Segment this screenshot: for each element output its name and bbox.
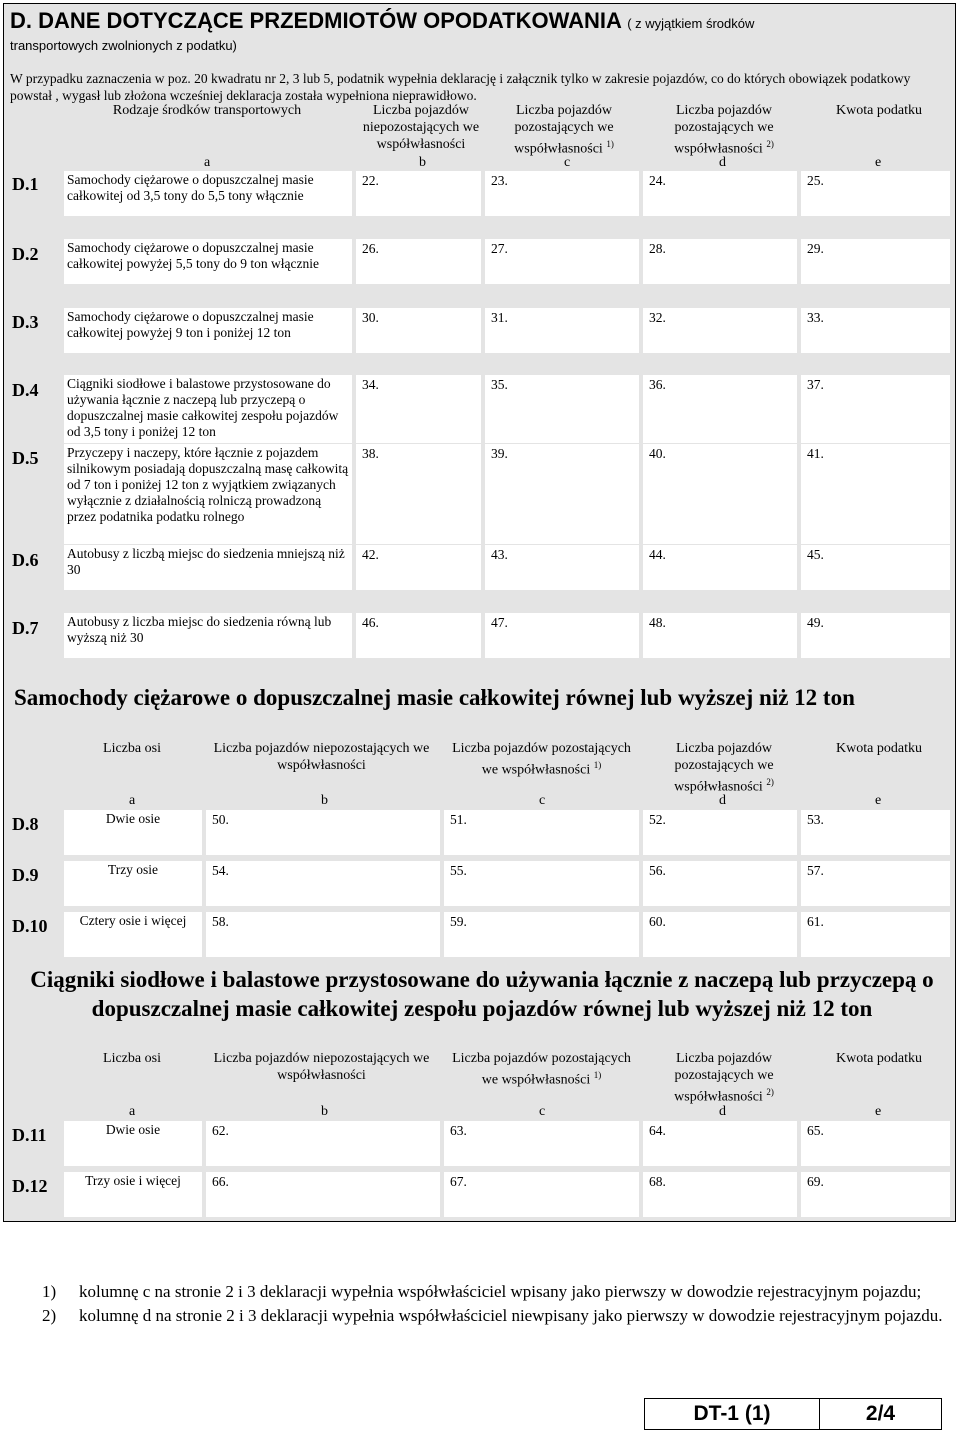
t3-letter-d: d xyxy=(719,1104,726,1119)
row-description: Samochody ciężarowe o dopuszczalnej masie całkowitej od 3,5 tony do 5,5 tony włącznie xyxy=(64,171,352,216)
t3-header-c: Liczba pojazdów pozostających we współwłasności $^{1)}$ xyxy=(452,1051,631,1088)
t3-header-b: Liczba pojazdów niepozostających we współwłasności xyxy=(213,1051,430,1083)
row-id: D.12 xyxy=(12,1176,48,1196)
row-id: D.11 xyxy=(12,1125,47,1145)
section-subtitle-b: transportowych zwolnionych z podatku) xyxy=(10,38,237,53)
row-id: D.9 xyxy=(12,865,39,885)
row-id: D.8 xyxy=(12,814,39,834)
field-69[interactable]: 69. xyxy=(801,1172,950,1217)
field-29[interactable]: 29. xyxy=(801,239,950,284)
page-number: 2/4 xyxy=(865,1402,896,1425)
footnote-number: 2) xyxy=(42,1306,57,1325)
field-37[interactable]: 37. xyxy=(801,375,950,443)
t1-header-d: Liczba pojazdów pozostających we współwłasności $^{2)}$ xyxy=(674,103,774,157)
t2-letter-d: d xyxy=(719,793,726,808)
row-description: Przyczepy i naczepy, które łącznie z pojazdem silnikowym posiadają dopuszczalną masę całkowitą od 7 ton i poniżej 12 ton z wyjątkiem związanych wyłącznie z działalnością rolniczą prowadzoną przez podatnika podatku rolnego xyxy=(64,444,352,544)
field-40[interactable]: 40. xyxy=(643,444,797,544)
row-description: Trzy osie xyxy=(64,861,202,906)
footnote xyxy=(42,1304,948,1328)
row-id: D.1 xyxy=(12,174,39,194)
t2-letter-a: a xyxy=(129,793,136,808)
form-footer xyxy=(644,1398,942,1430)
t2-header-b: Liczba pojazdów niepozostających we współwłasności xyxy=(213,741,430,773)
t1-header-a: Rodzaje środków transportowych xyxy=(112,103,302,118)
field-45[interactable]: 45. xyxy=(801,545,950,590)
field-61[interactable]: 61. xyxy=(801,912,950,957)
field-65[interactable]: 65. xyxy=(801,1121,950,1166)
field-51[interactable]: 51. xyxy=(444,810,639,855)
row-description: Samochody ciężarowe o dopuszczalnej masie całkowitej powyżej 5,5 tony do 9 ton włącznie xyxy=(64,239,352,284)
field-23[interactable]: 23. xyxy=(485,171,639,216)
row-description: Samochody ciężarowe o dopuszczalnej masie całkowitej powyżej 9 ton i poniżej 12 ton xyxy=(64,308,352,353)
t3-letter-c: c xyxy=(539,1104,546,1119)
t1-letter-a: a xyxy=(204,155,211,170)
field-44[interactable]: 44. xyxy=(643,545,797,590)
section-subtitle-a: ( z wyjątkiem środków xyxy=(627,16,755,31)
field-56[interactable]: 56. xyxy=(643,861,797,906)
row-description: Trzy osie i więcej xyxy=(64,1172,202,1217)
field-49[interactable]: 49. xyxy=(801,613,950,658)
t1-letter-c: c xyxy=(564,155,571,170)
t2-letter-b: b xyxy=(321,793,328,808)
field-33[interactable]: 33. xyxy=(801,308,950,353)
t1-letter-d: d xyxy=(719,155,726,170)
field-31[interactable]: 31. xyxy=(485,308,639,353)
row-id: D.4 xyxy=(12,380,39,400)
t1-header-b: Liczba pojazdów niepozostających we współwłasności xyxy=(362,103,480,152)
t2-letter-e: e xyxy=(875,793,882,808)
field-34[interactable]: 34. xyxy=(356,375,481,443)
field-62[interactable]: 62. xyxy=(206,1121,440,1166)
row-description: Autobusy z liczba miejsc do siedzenia równą lub wyższą niż 30 xyxy=(64,613,352,658)
t2-header-d: Liczba pojazdów pozostających we współwłasności $^{2)}$ xyxy=(674,741,774,795)
t3-letter-a: a xyxy=(129,1104,136,1119)
field-42[interactable]: 42. xyxy=(356,545,481,590)
field-50[interactable]: 50. xyxy=(206,810,440,855)
field-47[interactable]: 47. xyxy=(485,613,639,658)
field-24[interactable]: 24. xyxy=(643,171,797,216)
field-48[interactable]: 48. xyxy=(643,613,797,658)
t2-header-a: Liczba osi xyxy=(103,741,161,756)
footnote-number: 1) xyxy=(42,1282,57,1301)
t3-header-a: Liczba osi xyxy=(103,1051,161,1066)
t3-header-d: Liczba pojazdów pozostających we współwłasności $^{2)}$ xyxy=(674,1051,774,1105)
section-intro: W przypadku zaznaczenia w poz. 20 kwadratu nr 2, 3 lub 5, podatnik wypełnia deklarację i załącznik tylko w zakresie pojazdów, co do których obowiązek podatkowy powstał , wygasł lub złożona wcześniej deklaracja została wypełniona nieprawidłowo. xyxy=(10,71,911,103)
t2-header-c: Liczba pojazdów pozostających we współwłasności $^{1)}$ xyxy=(452,741,631,778)
table3-title: Ciągniki siodłowe i balastowe przystosowane do używania łącznie z naczepą lub przyczepą o dopuszczalnej masie całkowitej zespołu pojazdów równej lub wyższej niż 12 ton xyxy=(30,967,934,1021)
row-id: D.7 xyxy=(12,618,39,638)
field-60[interactable]: 60. xyxy=(643,912,797,957)
field-25[interactable]: 25. xyxy=(801,171,950,216)
field-53[interactable]: 53. xyxy=(801,810,950,855)
field-52[interactable]: 52. xyxy=(643,810,797,855)
field-32[interactable]: 32. xyxy=(643,308,797,353)
t1-header-e: Kwota podatku xyxy=(836,103,922,118)
footnote-text: kolumnę c na stronie 2 i 3 deklaracji wypełnia współwłaściciel wpisany jako pierwszy w dowodzie rejestracyjnym pojazdu; xyxy=(79,1282,922,1301)
t1-header-c: Liczba pojazdów pozostających we współwłasności $^{1)}$ xyxy=(514,103,614,157)
t3-header-e: Kwota podatku xyxy=(836,1051,922,1066)
t1-letter-b: b xyxy=(419,155,426,170)
field-38[interactable]: 38. xyxy=(356,444,481,544)
field-22[interactable]: 22. xyxy=(356,171,481,216)
field-43[interactable]: 43. xyxy=(485,545,639,590)
field-66[interactable]: 66. xyxy=(206,1172,440,1217)
section-title xyxy=(10,8,754,34)
row-id: D.6 xyxy=(12,550,39,570)
section-d-panel xyxy=(3,3,956,1222)
field-63[interactable]: 63. xyxy=(444,1121,639,1166)
field-57[interactable]: 57. xyxy=(801,861,950,906)
field-67[interactable]: 67. xyxy=(444,1172,639,1217)
field-27[interactable]: 27. xyxy=(485,239,639,284)
row-description: Dwie osie xyxy=(64,1121,202,1166)
field-30[interactable]: 30. xyxy=(356,308,481,353)
footnotes xyxy=(42,1280,948,1328)
t2-header-e: Kwota podatku xyxy=(836,741,922,756)
row-id: D.5 xyxy=(12,448,39,468)
row-description: Ciągniki siodłowe i balastowe przystosowane do używania łącznie z naczepą lub przyczepą o dopuszczalnej masie całkowitej zespołu pojazdów od 3,5 tony i poniżej 12 ton xyxy=(64,375,352,443)
field-36[interactable]: 36. xyxy=(643,375,797,443)
field-39[interactable]: 39. xyxy=(485,444,639,544)
field-55[interactable]: 55. xyxy=(444,861,639,906)
t3-letter-b: b xyxy=(321,1104,328,1119)
row-id: D.2 xyxy=(12,244,39,264)
field-28[interactable]: 28. xyxy=(643,239,797,284)
footnote xyxy=(42,1280,948,1304)
footnote-text: kolumnę d na stronie 2 i 3 deklaracji wypełnia współwłaściciel niewpisany jako pierwszy w dowodzie rejestracyjnym pojazdu. xyxy=(79,1306,943,1325)
t2-letter-c: c xyxy=(539,793,546,808)
row-description: Cztery osie i więcej xyxy=(64,912,202,957)
t3-letter-e: e xyxy=(875,1104,882,1119)
table2-title: Samochody ciężarowe o dopuszczalnej masie całkowitej równej lub wyższej niż 12 ton xyxy=(14,685,855,710)
field-26[interactable]: 26. xyxy=(356,239,481,284)
t1-letter-e: e xyxy=(875,155,882,170)
row-description: Autobusy z liczbą miejsc do siedzenia mniejszą niż 30 xyxy=(64,545,352,590)
form-code: DT-1 (1) xyxy=(645,1399,820,1429)
field-58[interactable]: 58. xyxy=(206,912,440,957)
field-35[interactable]: 35. xyxy=(485,375,639,443)
field-46[interactable]: 46. xyxy=(356,613,481,658)
field-64[interactable]: 64. xyxy=(643,1121,797,1166)
field-41[interactable]: 41. xyxy=(801,444,950,544)
row-id: D.10 xyxy=(12,916,48,936)
field-54[interactable]: 54. xyxy=(206,861,440,906)
field-68[interactable]: 68. xyxy=(643,1172,797,1217)
field-59[interactable]: 59. xyxy=(444,912,639,957)
row-description: Dwie osie xyxy=(64,810,202,855)
row-id: D.3 xyxy=(12,312,39,332)
section-title-main: D. DANE DOTYCZĄCE PRZEDMIOTÓW OPODATKOWANIA xyxy=(10,8,622,33)
